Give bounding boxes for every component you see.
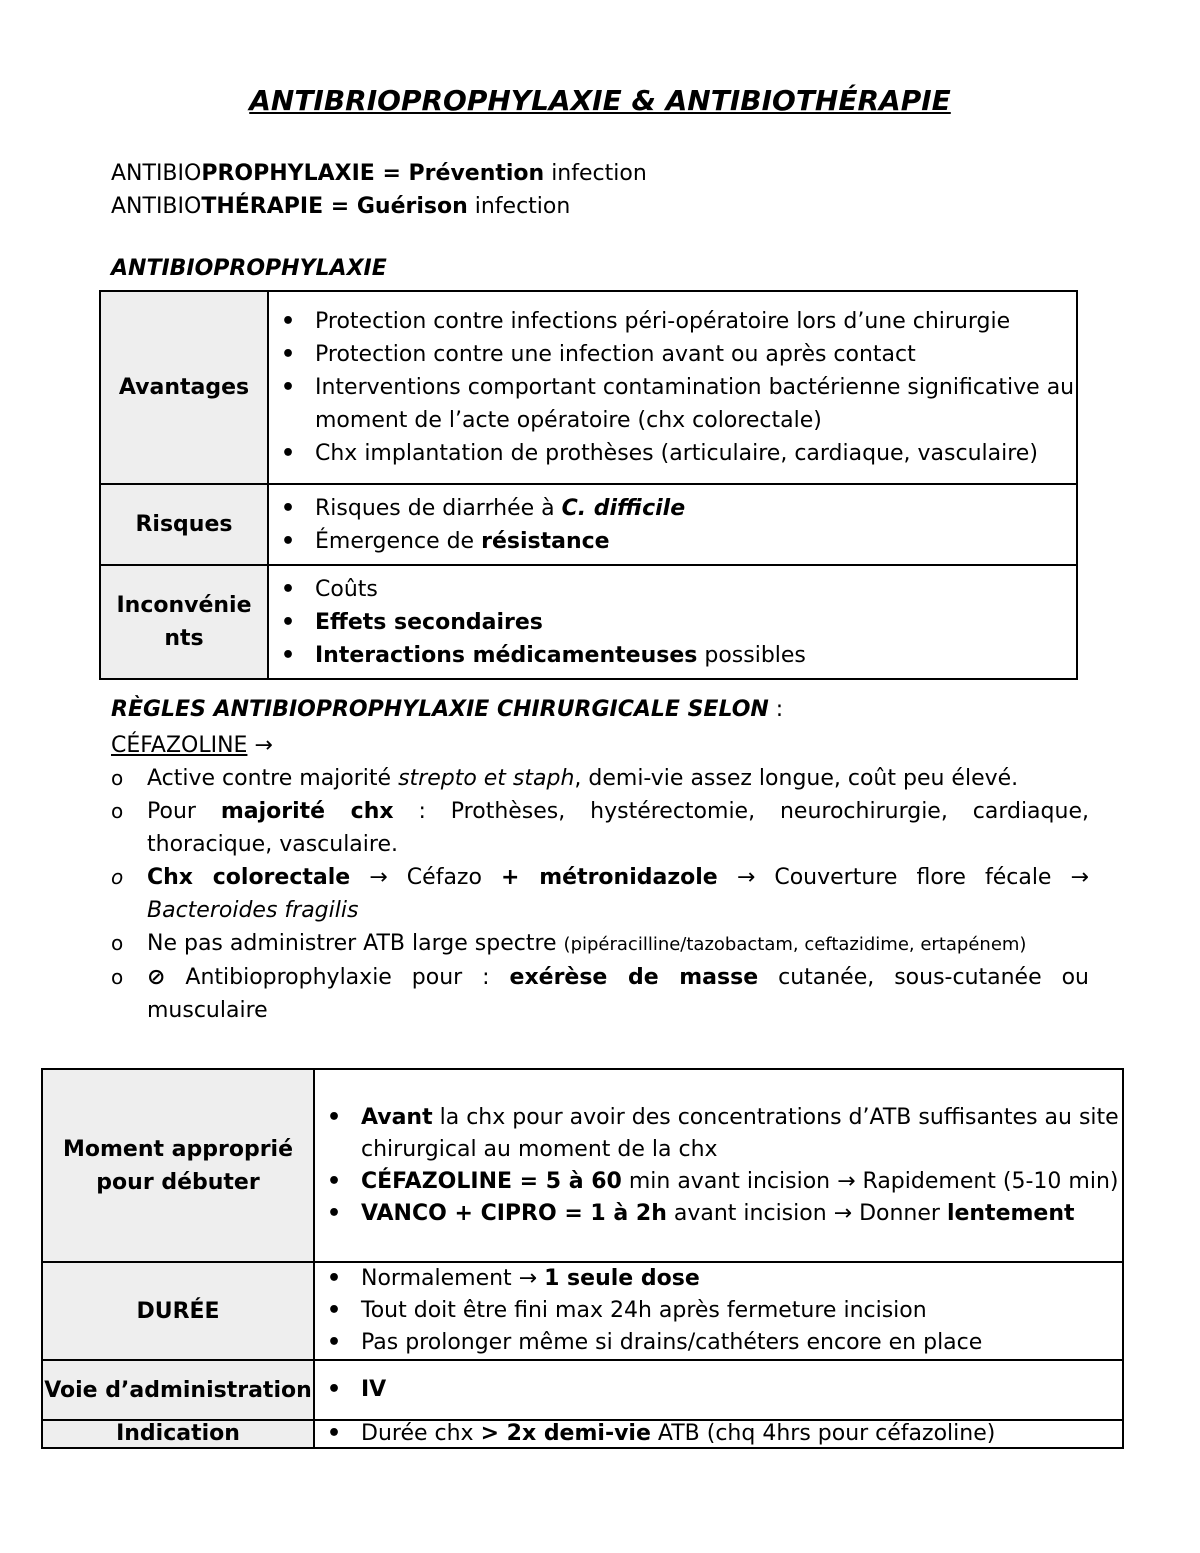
page-title: ANTIBRIOPROPHYLAXIE & ANTIBIOTHÉRAPIE (249, 84, 951, 117)
list-item: • Chx implantation de prothèses (articulaire, cardiaque, vasculaire) (269, 437, 1076, 470)
definition-therapie (111, 190, 647, 223)
item-bold: > 2x demi-vie (480, 1421, 651, 1446)
list-item: • Protection contre une infection avant ou après contact (269, 338, 1076, 371)
item-text: la chx pour avoir des concentrations d’ATB suffisantes au site chirurgical au moment de la chx (361, 1104, 1119, 1162)
item-small: (pipéracilline/tazobactam, ceftazidime, ertapénem) (563, 934, 1027, 955)
item-text: → Céfazo (350, 865, 502, 890)
list-item (315, 1102, 1122, 1166)
rules-heading-colon: : (768, 697, 784, 722)
def-rest: infection (544, 161, 647, 186)
arrow: → (247, 733, 273, 758)
item-bold: majorité chx (220, 799, 394, 824)
item-text: : Prothèses, hystérectomie, neurochirurgie, cardiaque, thoracique, vasculaire. (147, 799, 1089, 857)
definition-prophylaxie (111, 157, 647, 190)
item-italic: strepto et staph (398, 766, 575, 791)
row-content-duree (314, 1262, 1123, 1360)
item-text: Active contre majorité (147, 766, 399, 791)
item-bold: CÉFAZOLINE = 5 à 60 (361, 1168, 622, 1194)
list-item (269, 492, 1076, 525)
list-item: • Effets secondaires (269, 606, 1076, 639)
list-item (315, 1166, 1122, 1198)
row-label-avantages: Avantages (100, 291, 268, 484)
item-text: possibles (697, 642, 806, 668)
row-label-risques: Risques (100, 484, 268, 565)
list-item (269, 525, 1076, 558)
item-bold: + métronidazole (501, 865, 718, 890)
item-text: cutanée, sous-cutanée ou musculaire (147, 965, 1089, 1023)
row-content-moment (314, 1069, 1123, 1262)
table-row-voie (42, 1360, 1123, 1420)
row-label-duree: DURÉE (42, 1262, 314, 1360)
rules-heading (111, 697, 783, 722)
item-text: Émergence de (315, 528, 482, 554)
item-text: Normalement → (361, 1266, 545, 1291)
item-bold: Interactions médicamenteuses (315, 642, 698, 668)
table-row-moment (42, 1069, 1123, 1262)
item-bold: 1 seule dose (544, 1266, 700, 1291)
def-rest: infection (467, 194, 571, 219)
list-item: • Tout doit être fini max 24h après fermeture incision (315, 1295, 1122, 1327)
item-text: Ne pas administrer ATB large spectre (147, 931, 564, 956)
table-row-avantages (100, 291, 1077, 484)
prohibited-icon: ⊘ (147, 965, 166, 990)
row-content-indication (314, 1420, 1123, 1448)
item-text: Pour (147, 799, 221, 824)
table-row-inconvenients (100, 565, 1077, 679)
list-item (111, 861, 1089, 927)
definitions (111, 157, 647, 223)
def-prefix: ANTIBIO (111, 194, 202, 219)
item-text: Risques de diarrhée à (315, 495, 562, 521)
row-label-moment: Moment approprié pour débuter (42, 1069, 314, 1262)
cefazoline-rules (111, 729, 1089, 1027)
list-item (111, 762, 1089, 795)
cefazoline-protocol-table (41, 1068, 1124, 1449)
row-content-avantages (268, 291, 1077, 484)
item-bold: Chx colorectale (147, 865, 351, 890)
cefazoline-label (111, 729, 1089, 762)
cefazoline-label-text: CÉFAZOLINE (111, 733, 248, 758)
item-text: Antibioprophylaxie pour : (165, 965, 510, 990)
item-text: min avant incision → Rapidement (5-10 min) (621, 1168, 1119, 1194)
list-item: • Protection contre infections péri-opératoire lors d’une chirurgie (269, 305, 1076, 338)
item-bold: VANCO + CIPRO = 1 à 2h (361, 1200, 667, 1226)
item-bold: résistance (481, 528, 610, 554)
list-item (315, 1198, 1122, 1230)
list-item: • Pas prolonger même si drains/cathéters encore en place (315, 1327, 1122, 1359)
table-row-indication (42, 1420, 1123, 1448)
rules-heading-text: RÈGLES ANTIBIOPROPHYLAXIE CHIRURGICALE SELON (111, 697, 769, 722)
list-item (315, 1421, 1122, 1447)
row-content-inconvenients (268, 565, 1077, 679)
list-item (315, 1263, 1122, 1295)
list-item (111, 795, 1089, 861)
list-item: • Interventions comportant contamination bactérienne significative au moment de l’acte opératoire (chx colorectale) (269, 371, 1076, 437)
list-item: • Coûts (269, 573, 1076, 606)
item-italic: Bacteroides fragilis (147, 898, 359, 923)
item-bold: lentement (946, 1200, 1075, 1226)
item-text: , demi-vie assez longue, coût peu élevé. (574, 766, 1019, 791)
list-item: • IV (315, 1374, 1122, 1406)
def-bold: THÉRAPIE = Guérison (201, 194, 468, 219)
item-text: Durée chx (361, 1421, 481, 1446)
row-label-voie: Voie d’administration (42, 1360, 314, 1420)
row-content-voie (314, 1360, 1123, 1420)
item-text: avant incision → Donner (666, 1200, 947, 1226)
row-label-inconvenients: Inconvénients (100, 565, 268, 679)
def-bold: PROPHYLAXIE = Prévention (201, 161, 545, 186)
table-row-duree (42, 1262, 1123, 1360)
item-bold: exérèse de masse (509, 965, 759, 990)
def-prefix: ANTIBIO (111, 161, 202, 186)
section-heading-antibioprophylaxie: ANTIBIOPROPHYLAXIE (111, 256, 387, 281)
list-item (269, 639, 1076, 672)
row-label-indication: Indication (42, 1420, 314, 1448)
list-item (111, 927, 1089, 961)
table-row-risques (100, 484, 1077, 565)
row-content-risques (268, 484, 1077, 565)
item-text: → Couverture flore fécale → (717, 865, 1089, 890)
item-text: ATB (chq 4hrs pour céfazoline) (650, 1421, 996, 1446)
list-item (111, 961, 1089, 1027)
item-bold: Avant (361, 1104, 433, 1130)
antibioprophylaxie-table (99, 290, 1078, 680)
item-bold: C. difficile (561, 495, 686, 521)
